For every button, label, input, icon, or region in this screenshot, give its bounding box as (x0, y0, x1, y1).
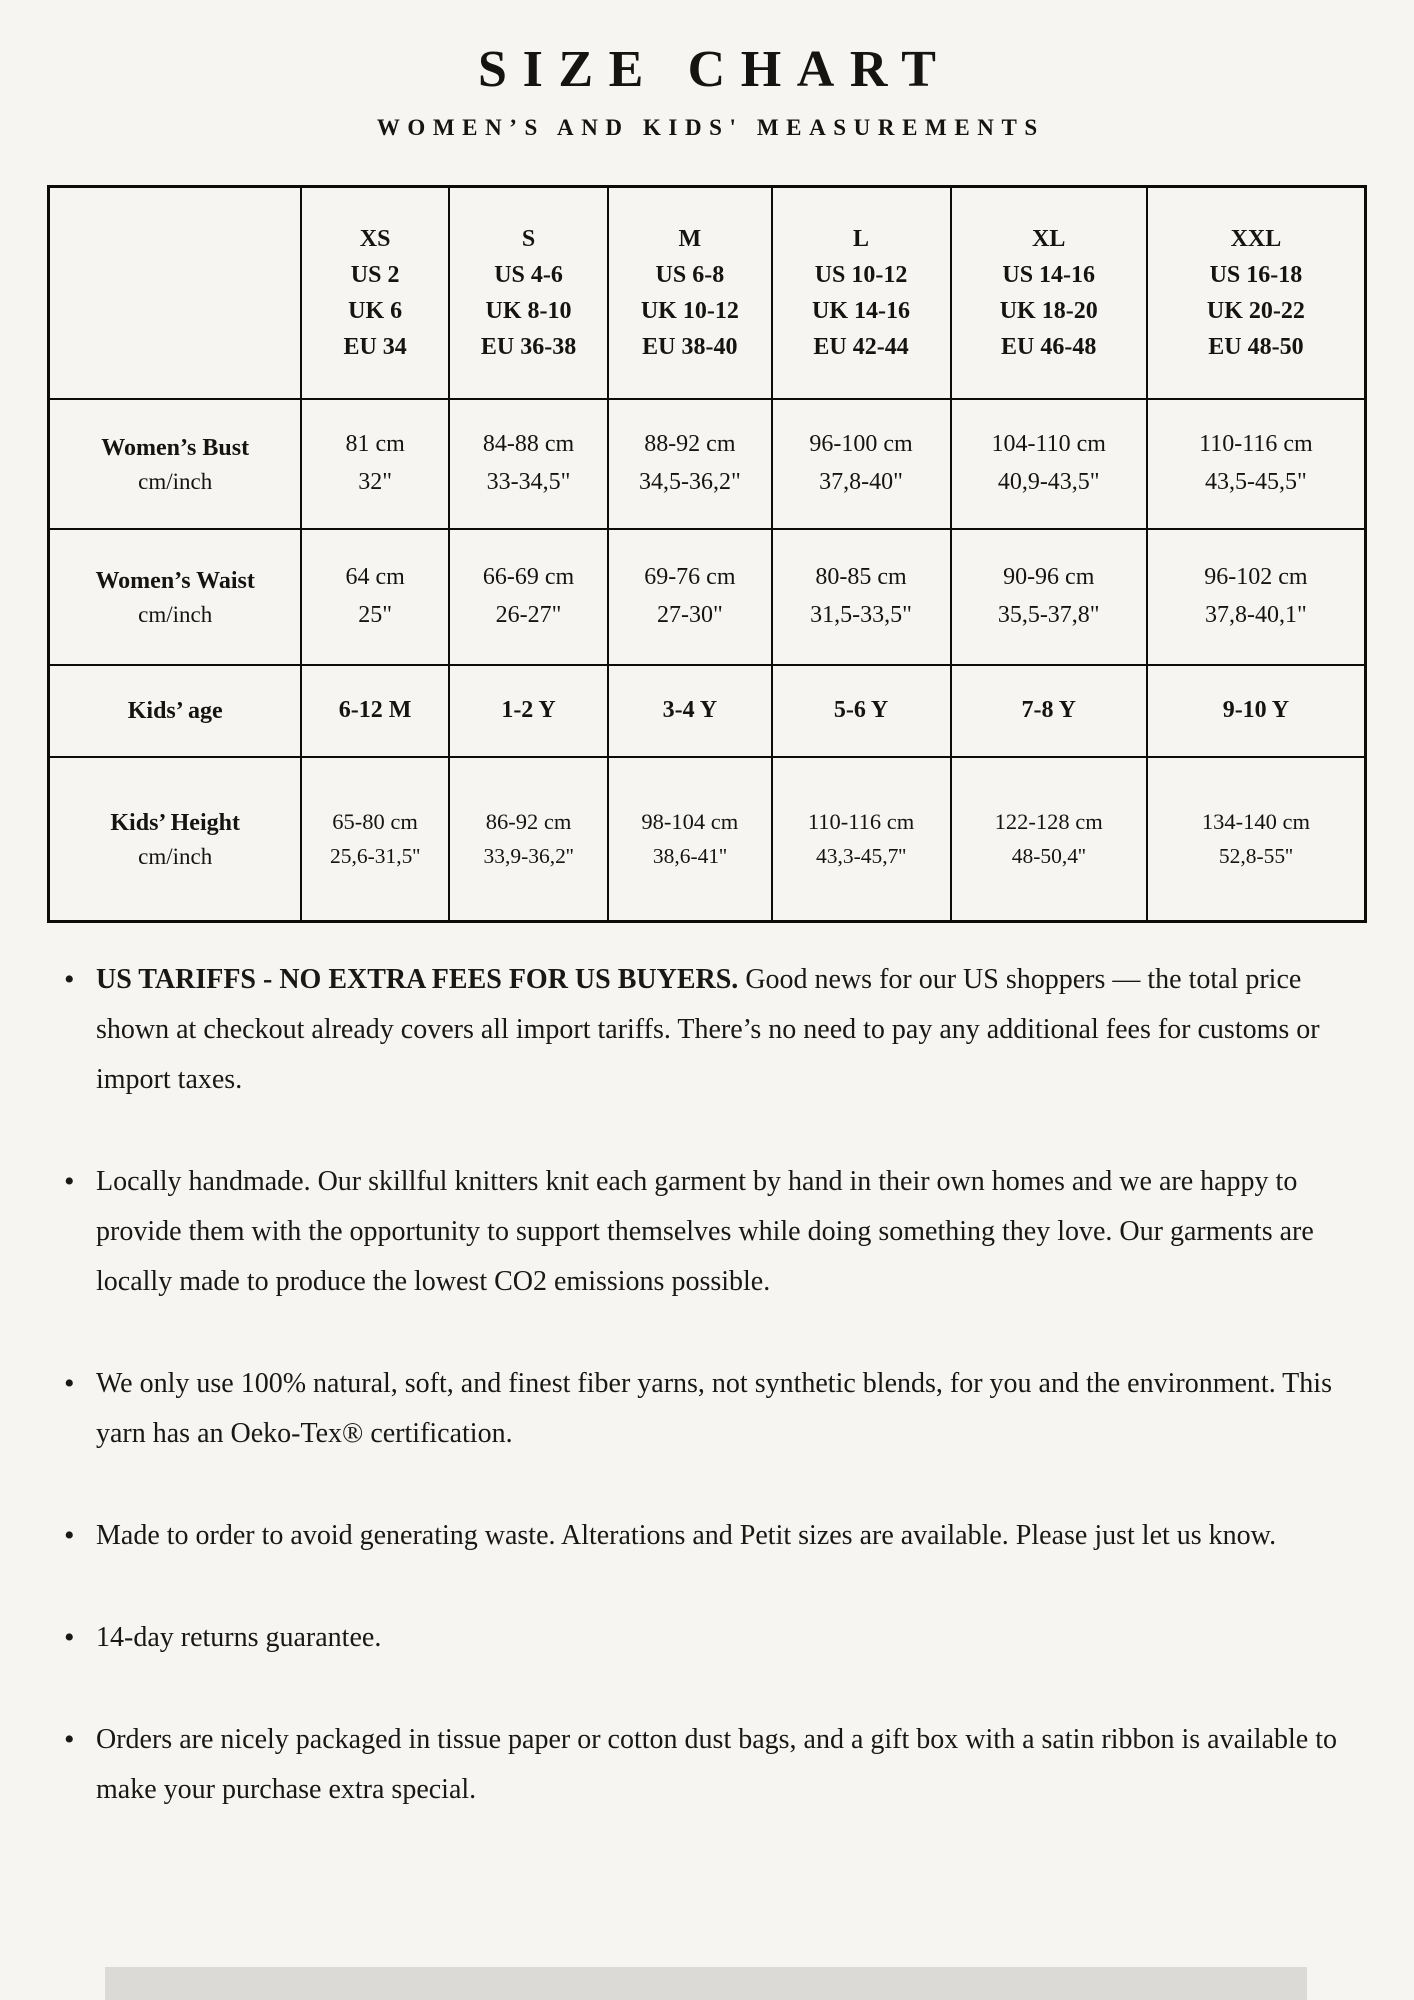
size-label: M (678, 226, 702, 252)
kids-age-cell: 7-8 Y (951, 665, 1147, 757)
kids-age-cell: 6-12 M (301, 665, 449, 757)
eu-size: EU 46-48 (1001, 334, 1097, 360)
us-size: US 6-8 (655, 262, 725, 288)
measurement-cell: 80-85 cm 31,5-33,5" (772, 529, 951, 665)
bullet-us-tariffs (62, 955, 1358, 1105)
measurement-cell: 98-104 cm 38,6-41'' (608, 757, 771, 922)
page-subtitle: WOMEN’S AND KIDS' MEASUREMENTS (376, 115, 1045, 140)
us-size: US 14-16 (1002, 262, 1096, 288)
bullet-text: Made to order to avoid generating waste. Alterations and Petit sizes are available. Please just let us know. (96, 1520, 1277, 1551)
row-label: Women’s Bust (101, 434, 250, 461)
kids-height-row (49, 757, 1366, 922)
size-label: XL (1032, 226, 1066, 252)
col-header-s (449, 187, 608, 400)
col-header-m (608, 187, 771, 400)
us-size: US 16-18 (1209, 262, 1303, 288)
measurement-cell: 84-88 cm 33-34,5" (449, 399, 608, 529)
uk-size: UK 14-16 (812, 298, 911, 324)
size-label: L (853, 226, 870, 252)
bullet-text: 14-day returns guarantee. (96, 1622, 382, 1653)
row-label: Kids’ Height (110, 809, 240, 836)
bullet-bold-lead: US TARIFFS - NO EXTRA FEES FOR US BUYERS. (96, 964, 739, 995)
bullet-returns-guarantee (62, 1613, 1358, 1663)
table-corner-cell (49, 187, 302, 400)
measurement-cell: 66-69 cm 26-27" (449, 529, 608, 665)
page-title: SIZE CHART (478, 41, 952, 98)
bullet-text: Locally handmade. Our skillful knitters knit each garment by hand in their own homes and we are happy to provide them with the opportunity to support themselves while doing something they love. Our garments are locally made to produce the lowest CO2 emissions possible. (96, 1166, 1314, 1297)
eu-size: EU 34 (343, 334, 407, 360)
bullet-text: Orders are nicely packaged in tissue paper or cotton dust bags, and a gift box with a satin ribbon is available to make your purchase extra special. (96, 1724, 1337, 1805)
bullet-made-to-order (62, 1511, 1358, 1561)
eu-size: EU 42-44 (813, 334, 909, 360)
size-label: S (521, 226, 536, 252)
row-header-cell (49, 665, 302, 757)
us-size: US 10-12 (814, 262, 908, 288)
row-unit-label: cm/inch (138, 468, 213, 494)
measurement-cell: 90-96 cm 35,5-37,8" (951, 529, 1147, 665)
kids-age-cell: 3-4 Y (608, 665, 771, 757)
bullet-natural-yarns (62, 1359, 1358, 1459)
row-label: Women’s Waist (95, 567, 255, 594)
row-label: Kids’ age (127, 698, 223, 724)
row-unit-label: cm/inch (138, 601, 213, 627)
uk-size: UK 8-10 (485, 298, 572, 324)
womens-waist-row (49, 529, 1366, 665)
col-header-xs (301, 187, 449, 400)
measurement-cell: 96-102 cm 37,8-40,1" (1147, 529, 1366, 665)
womens-bust-row (49, 399, 1366, 529)
kids-age-cell: 1-2 Y (449, 665, 608, 757)
uk-size: UK 20-22 (1206, 298, 1305, 324)
eu-size: EU 48-50 (1208, 334, 1304, 360)
measurement-cell: 86-92 cm 33,9-36,2'' (449, 757, 608, 922)
eu-size: EU 38-40 (642, 334, 738, 360)
size-chart-table (47, 185, 1367, 923)
bullet-locally-handmade (62, 1157, 1358, 1307)
uk-size: UK 6 (348, 298, 403, 324)
uk-size: UK 10-12 (640, 298, 739, 324)
bullet-text: Good news for our US shoppers — the total price shown at checkout already covers all import tariffs. There’s no need to pay any additional fees for customs or import taxes. (96, 964, 1320, 1095)
row-header-cell (49, 757, 302, 922)
row-unit-label: cm/inch (138, 843, 213, 869)
bottom-image-edge (105, 1967, 1307, 2000)
measurement-cell: 65-80 cm 25,6-31,5'' (301, 757, 449, 922)
eu-size: EU 36-38 (480, 334, 577, 360)
col-header-xl (951, 187, 1147, 400)
us-size: US 2 (350, 262, 400, 288)
kids-age-cell: 9-10 Y (1147, 665, 1366, 757)
measurement-cell: 104-110 cm 40,9-43,5" (951, 399, 1147, 529)
kids-age-cell: 5-6 Y (772, 665, 951, 757)
size-label: XS (359, 226, 391, 252)
row-header-cell (49, 529, 302, 665)
us-size: US 4-6 (494, 262, 563, 288)
measurement-cell: 110-116 cm 43,5-45,5" (1147, 399, 1366, 529)
uk-size: UK 18-20 (999, 298, 1098, 324)
measurement-cell: 122-128 cm 48-50,4'' (951, 757, 1147, 922)
measurement-cell: 69-76 cm 27-30" (608, 529, 771, 665)
bullet-packaging (62, 1715, 1358, 1815)
row-header-cell (49, 399, 302, 529)
col-header-l (772, 187, 951, 400)
info-bullet-list (62, 955, 1358, 1815)
measurement-cell: 81 cm 32" (301, 399, 449, 529)
bullet-text: We only use 100% natural, soft, and finest fiber yarns, not synthetic blends, for you and the environment. This yarn has an Oeko-Tex® certification. (96, 1368, 1332, 1449)
measurement-cell: 110-116 cm 43,3-45,7'' (772, 757, 951, 922)
col-header-xxl (1147, 187, 1366, 400)
measurement-cell: 64 cm 25" (301, 529, 449, 665)
measurement-cell: 134-140 cm 52,8-55'' (1147, 757, 1366, 922)
kids-age-row (49, 665, 1366, 757)
measurement-cell: 88-92 cm 34,5-36,2" (608, 399, 771, 529)
table-header-row (49, 187, 1366, 400)
measurement-cell: 96-100 cm 37,8-40" (772, 399, 951, 529)
size-label: XXL (1230, 226, 1282, 252)
